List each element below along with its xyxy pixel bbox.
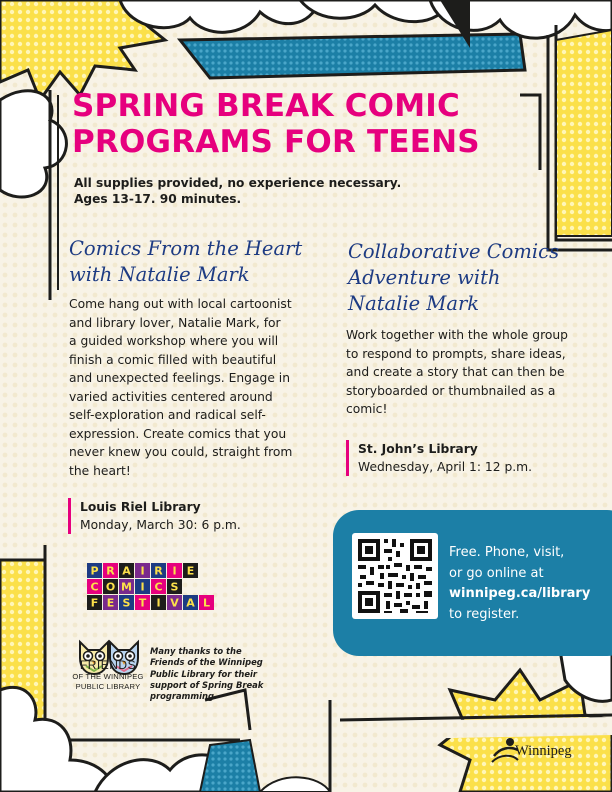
- location-datetime: Monday, March 30: 6 p.m.: [80, 518, 241, 532]
- friends-main-label: FRIENDS: [79, 658, 137, 672]
- description-line: storyboarded or thumbnailed as a: [346, 383, 556, 398]
- svg-text:I: I: [172, 564, 177, 578]
- description-line: expression. Create comics that you: [69, 426, 287, 441]
- prairie-comics-festival-logo: [87, 563, 223, 613]
- program-1-title: [69, 236, 302, 288]
- description-line: finish a comic filled with beautiful: [69, 352, 277, 367]
- svg-text:V: V: [170, 596, 179, 610]
- svg-text:S: S: [122, 596, 131, 610]
- registration-line: Free. Phone, visit,: [449, 545, 565, 560]
- festival-tile: [167, 579, 182, 594]
- program-title-line: with Natalie Mark: [69, 263, 250, 286]
- festival-tile: [183, 595, 198, 610]
- description-line: never knew you could, straight from: [69, 445, 293, 459]
- friends-library-logo: [58, 658, 158, 692]
- friends-sub-label: PUBLIC LIBRARY: [75, 682, 141, 691]
- festival-tile: [183, 563, 198, 578]
- description-line: comic!: [346, 402, 388, 416]
- festival-tile: [167, 595, 182, 610]
- svg-text:C: C: [154, 580, 163, 594]
- festival-tile: [87, 579, 102, 594]
- svg-text:R: R: [154, 564, 163, 578]
- festival-tile: [135, 595, 150, 610]
- description-line: and create a story that can then be: [346, 365, 565, 379]
- registration-link[interactable]: winnipeg.ca/library: [449, 586, 591, 601]
- location-datetime: Wednesday, April 1: 12 p.m.: [358, 460, 533, 474]
- program-2-title: [348, 239, 559, 317]
- description-line: and library lover, Natalie Mark, for: [69, 315, 281, 330]
- svg-text:I: I: [140, 580, 145, 594]
- festival-tile: [151, 579, 166, 594]
- friends-sub-label: OF THE WINNIPEG: [72, 672, 144, 681]
- svg-text:I: I: [140, 564, 145, 578]
- festival-tile: [151, 595, 166, 610]
- description-line: self-exploration and radical self-: [69, 408, 266, 422]
- thanks-line: support of Spring Break: [150, 679, 264, 690]
- festival-tile: [103, 595, 118, 610]
- svg-text:E: E: [106, 596, 115, 610]
- location-name: St. John’s Library: [358, 442, 478, 456]
- subtitle-line: Ages 13-17. 90 minutes.: [74, 192, 242, 206]
- festival-tile: [103, 563, 118, 578]
- svg-text:T: T: [138, 596, 147, 610]
- svg-text:P: P: [90, 564, 99, 578]
- festival-tile: [87, 595, 102, 610]
- winnipeg-wordmark: Winnipeg: [515, 743, 572, 759]
- page-title: [72, 88, 542, 160]
- thanks-line: Many thanks to the: [150, 646, 242, 656]
- program-title-line: Natalie Mark: [348, 292, 480, 315]
- location-name: Louis Riel Library: [80, 500, 201, 514]
- description-line: the heart!: [69, 463, 131, 478]
- program-1-location: [68, 498, 241, 534]
- program-1-description: [69, 295, 292, 480]
- program-title-line: Comics From the Heart: [69, 237, 303, 260]
- festival-tile: [151, 563, 166, 578]
- svg-text:L: L: [202, 596, 211, 610]
- festival-tile: [119, 595, 134, 610]
- qr-code-icon[interactable]: [352, 533, 438, 619]
- svg-text:E: E: [186, 564, 195, 578]
- registration-line: or go online at: [449, 565, 544, 581]
- subtitle: [74, 175, 454, 207]
- description-line: Come hang out with local cartoonist: [69, 297, 292, 311]
- description-line: to respond to prompts, share ideas,: [346, 346, 566, 361]
- thanks-line: Friends of the Winnipeg: [150, 657, 263, 668]
- svg-text:A: A: [122, 564, 131, 578]
- festival-tile: [135, 579, 150, 594]
- festival-tile: [103, 579, 118, 594]
- svg-text:C: C: [90, 580, 99, 594]
- festival-tile: [119, 563, 134, 578]
- registration-line: to register.: [449, 606, 520, 622]
- festival-tile: [119, 579, 134, 594]
- festival-tile: [87, 563, 102, 578]
- description-line: varied activities centered around: [69, 389, 273, 404]
- program-title-line: Adventure with: [348, 266, 501, 289]
- program-title-line: Collaborative Comics: [348, 240, 560, 263]
- svg-text:S: S: [170, 580, 179, 594]
- thanks-line: programming.: [150, 691, 218, 702]
- svg-text:A: A: [186, 596, 195, 610]
- subtitle-line: All supplies provided, no experience necessary.: [74, 176, 402, 190]
- title-line: SPRING BREAK COMIC: [72, 88, 460, 124]
- festival-tile: [135, 563, 150, 578]
- description-line: and unexpected feelings. Engage in: [69, 371, 291, 385]
- svg-text:M: M: [121, 580, 132, 594]
- description-line: Work together with the whole group: [346, 328, 568, 342]
- thanks-line: Public Library for their: [150, 668, 257, 679]
- registration-text: [449, 543, 590, 625]
- svg-text:R: R: [106, 564, 115, 578]
- thanks-note: [150, 646, 263, 702]
- title-line: PROGRAMS FOR TEENS: [72, 124, 480, 160]
- svg-text:F: F: [90, 596, 99, 610]
- program-2-description: [346, 326, 568, 419]
- description-line: a guided workshop where you will: [69, 334, 279, 348]
- svg-text:I: I: [156, 596, 161, 610]
- svg-text:O: O: [105, 580, 116, 594]
- festival-tile: [199, 595, 214, 610]
- program-2-location: [346, 440, 532, 476]
- festival-tile: [167, 563, 182, 578]
